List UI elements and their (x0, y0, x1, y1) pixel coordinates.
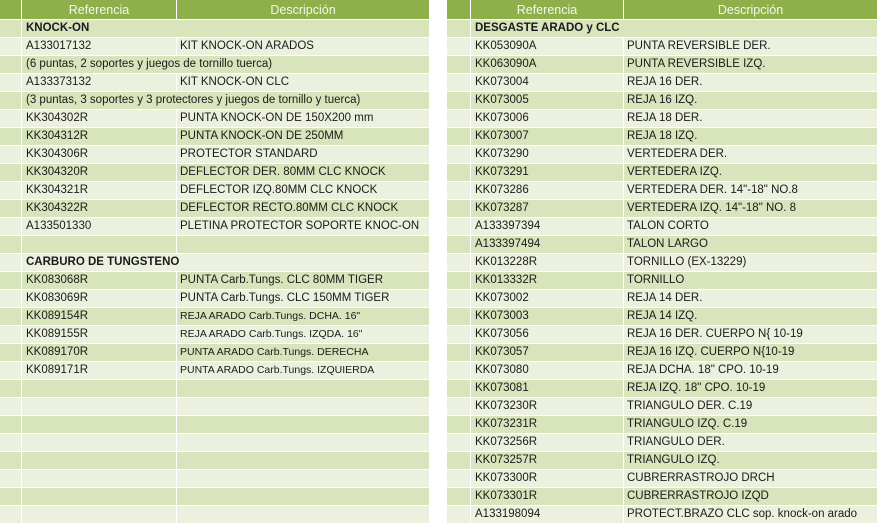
table-row (447, 200, 877, 218)
table-row (0, 56, 429, 74)
description-cell: DEFLECTOR RECTO.80MM CLC KNOCK (180, 202, 399, 214)
row-selector-cell (0, 128, 22, 145)
row-selector-cell (447, 20, 471, 37)
table-row (447, 128, 877, 146)
description-cell: REJA 16 DER. CUERPO N{ 10-19 (627, 328, 803, 340)
table-row (447, 218, 877, 236)
reference-cell: KK073007 (471, 128, 624, 145)
row-selector-cell (0, 380, 22, 397)
description-cell: REJA 16 DER. (627, 76, 703, 88)
table-row (447, 56, 877, 74)
description-cell: TRIANGULO DER. C.19 (627, 400, 753, 412)
reference-cell: KK304321R (22, 182, 177, 199)
row-selector-cell (447, 470, 471, 487)
table-body (447, 20, 877, 524)
reference-cell (22, 236, 177, 253)
reference-cell: KK053090A (471, 38, 624, 55)
row-selector-cell (0, 326, 22, 343)
row-selector-cell (447, 74, 471, 91)
table-row (0, 38, 429, 56)
reference-cell: KK089154R (22, 308, 177, 325)
description-cell: REJA 16 IZQ. (627, 94, 698, 106)
kit-note: (3 puntas, 3 soportes y 3 protectores y juegos de tornillo y tuerca) (26, 94, 361, 106)
description-cell: CUBRERRASTROJO IZQD (627, 490, 769, 502)
description-cell: KIT KNOCK-ON ARADOS (180, 40, 314, 52)
description-cell: REJA IZQ. 18" CPO. 10-19 (627, 382, 766, 394)
description-cell (177, 398, 429, 415)
table-row (447, 380, 877, 398)
table-row (0, 398, 429, 416)
description-cell: PROTECTOR STANDARD (180, 148, 318, 160)
reference-cell: KK083068R (22, 272, 177, 289)
row-selector-cell (447, 398, 471, 415)
row-selector-cell (447, 254, 471, 271)
row-selector-cell (447, 164, 471, 181)
table-row (447, 326, 877, 344)
table-row (0, 434, 429, 452)
description-cell: PUNTA ARADO Carb.Tungs. IZQUIERDA (180, 364, 375, 376)
section-header-row (447, 20, 877, 38)
header-referencia: Referencia (22, 0, 177, 19)
reference-cell: KK073290 (471, 146, 624, 163)
description-cell: REJA ARADO Carb.Tungs. IZQDA. 16" (180, 328, 363, 340)
reference-cell: KK073301R (471, 488, 624, 505)
row-selector-cell (447, 272, 471, 289)
reference-cell: KK304306R (22, 146, 177, 163)
description-cell: VERTEDERA IZQ. 14"-18" NO. 8 (627, 202, 797, 214)
reference-cell (22, 380, 177, 397)
table-row (0, 506, 429, 524)
reference-cell: KK304320R (22, 164, 177, 181)
row-selector-cell (0, 488, 22, 505)
reference-cell: KK073257R (471, 452, 624, 469)
row-selector-cell (0, 182, 22, 199)
row-selector-cell (447, 452, 471, 469)
row-selector-cell (447, 506, 471, 523)
header-descripcion: Descripción (717, 3, 784, 17)
reference-cell: KK073003 (471, 308, 624, 325)
row-selector-cell (0, 272, 22, 289)
table-row (0, 308, 429, 326)
table-row (0, 380, 429, 398)
reference-cell (22, 488, 177, 505)
description-cell: CUBRERRASTROJO DRCH (627, 472, 775, 484)
table-row (447, 110, 877, 128)
description-cell (624, 20, 877, 37)
table-row (0, 470, 429, 488)
description-cell: PROTECT.BRAZO CLC sop. knock-on arado (627, 508, 858, 520)
reference-cell: KK073080 (471, 362, 624, 379)
description-cell (177, 470, 429, 487)
description-cell: REJA DCHA. 18" CPO. 10-19 (627, 364, 779, 376)
row-selector-cell (447, 290, 471, 307)
description-cell: TORNILLO (EX-13229) (627, 256, 747, 268)
header-referencia: Referencia (471, 0, 624, 19)
row-selector-cell (0, 200, 22, 217)
reference-cell (22, 506, 177, 523)
description-cell (177, 92, 429, 109)
row-selector-cell (0, 506, 22, 523)
row-selector-cell (0, 452, 22, 469)
table-row (447, 416, 877, 434)
row-selector-cell (447, 308, 471, 325)
reference-cell: KK073256R (471, 434, 624, 451)
row-selector-cell (447, 236, 471, 253)
reference-cell: A133017132 (22, 38, 177, 55)
table-row (447, 290, 877, 308)
table-row (447, 272, 877, 290)
kit-note: (6 puntas, 2 soportes y juegos de tornillo tuerca) (26, 58, 273, 70)
row-header-cell (447, 0, 471, 19)
description-cell: REJA 14 IZQ. (627, 310, 698, 322)
row-selector-cell (447, 488, 471, 505)
table-row (0, 218, 429, 236)
row-selector-cell (0, 92, 22, 109)
description-cell (177, 236, 429, 253)
row-selector-cell (0, 308, 22, 325)
table-row (447, 452, 877, 470)
reference-cell: KK073300R (471, 470, 624, 487)
description-cell: REJA 16 IZQ. CUERPO N{10-19 (627, 346, 795, 358)
reference-cell: KK013228R (471, 254, 624, 271)
description-cell: REJA ARADO Carb.Tungs. DCHA. 16" (180, 310, 361, 322)
section-header-row (0, 254, 429, 272)
description-cell (177, 488, 429, 505)
table-row (447, 164, 877, 182)
row-selector-cell (0, 110, 22, 127)
reference-cell: KK304312R (22, 128, 177, 145)
description-cell (177, 416, 429, 433)
description-cell: PUNTA REVERSIBLE IZQ. (627, 58, 766, 70)
reference-cell (22, 416, 177, 433)
reference-cell: KK089171R (22, 362, 177, 379)
row-selector-cell (447, 38, 471, 55)
row-selector-cell (0, 164, 22, 181)
right-parts-table (447, 0, 877, 524)
row-selector-cell (0, 416, 22, 433)
table-body (0, 20, 429, 524)
table-header (0, 0, 429, 20)
table-row (447, 74, 877, 92)
table-row (0, 416, 429, 434)
reference-cell: KK089155R (22, 326, 177, 343)
table-row (447, 434, 877, 452)
reference-cell: KK073005 (471, 92, 624, 109)
description-cell (177, 452, 429, 469)
table-row (0, 290, 429, 308)
reference-cell: A133198094 (471, 506, 624, 523)
table-row (447, 398, 877, 416)
table-row (0, 362, 429, 380)
description-cell: TORNILLO (627, 274, 685, 286)
table-row (0, 182, 429, 200)
table-row (0, 146, 429, 164)
reference-cell: KK089170R (22, 344, 177, 361)
reference-cell: KK304302R (22, 110, 177, 127)
table-row (447, 146, 877, 164)
reference-cell (22, 434, 177, 451)
description-cell: PUNTA Carb.Tungs. CLC 80MM TIGER (180, 274, 384, 286)
description-cell: VERTEDERA DER. (627, 148, 728, 160)
table-row (447, 236, 877, 254)
table-header (447, 0, 877, 20)
section-header-row (0, 20, 429, 38)
table-row (447, 362, 877, 380)
reference-cell: KK083069R (22, 290, 177, 307)
row-selector-cell (447, 200, 471, 217)
row-selector-cell (0, 254, 22, 271)
description-cell: REJA 18 IZQ. (627, 130, 698, 142)
reference-cell: KK073006 (471, 110, 624, 127)
header-descripcion: Descripción (270, 3, 336, 17)
reference-cell: A133501330 (22, 218, 177, 235)
table-row (0, 92, 429, 110)
row-selector-cell (447, 344, 471, 361)
row-selector-cell (447, 92, 471, 109)
table-row (0, 272, 429, 290)
section-title: CARBURO DE TUNGSTENO (26, 256, 180, 268)
description-cell: VERTEDERA DER. 14"-18" NO.8 (627, 184, 798, 196)
row-selector-cell (0, 398, 22, 415)
table-row (447, 92, 877, 110)
table-row (0, 74, 429, 92)
table-row (447, 344, 877, 362)
description-cell: PLETINA PROTECTOR SOPORTE KNOC-ON (180, 220, 420, 232)
reference-cell: KK073056 (471, 326, 624, 343)
row-selector-cell (0, 20, 22, 37)
reference-cell: KK304322R (22, 200, 177, 217)
row-selector-cell (0, 470, 22, 487)
section-title: KNOCK-ON (26, 22, 90, 34)
row-selector-cell (447, 182, 471, 199)
table-row (447, 308, 877, 326)
table-row (0, 344, 429, 362)
row-selector-cell (447, 380, 471, 397)
reference-cell: A133373132 (22, 74, 177, 91)
row-selector-cell (0, 344, 22, 361)
reference-cell: KK073287 (471, 200, 624, 217)
table-row (447, 506, 877, 524)
row-selector-cell (447, 434, 471, 451)
table-row (447, 488, 877, 506)
description-cell: TALON CORTO (627, 220, 709, 232)
reference-cell: KK063090A (471, 56, 624, 73)
left-parts-table (0, 0, 429, 524)
table-row (447, 470, 877, 488)
reference-cell (22, 398, 177, 415)
reference-cell: KK073291 (471, 164, 624, 181)
row-selector-cell (0, 38, 22, 55)
description-cell: REJA 18 DER. (627, 112, 703, 124)
reference-cell: KK073002 (471, 290, 624, 307)
description-cell (177, 506, 429, 523)
table-row (0, 128, 429, 146)
row-selector-cell (0, 434, 22, 451)
description-cell: TRIANGULO DER. (627, 436, 725, 448)
reference-cell: A133397494 (471, 236, 624, 253)
reference-cell: KK073057 (471, 344, 624, 361)
row-selector-cell (0, 362, 22, 379)
description-cell: PUNTA KNOCK-ON DE 150X200 mm (180, 112, 374, 124)
row-selector-cell (447, 128, 471, 145)
row-selector-cell (0, 290, 22, 307)
table-row (447, 38, 877, 56)
description-cell: TRIANGULO IZQ. (627, 454, 720, 466)
section-title: DESGASTE ARADO y CLC (475, 22, 620, 34)
reference-cell: A133397394 (471, 218, 624, 235)
row-selector-cell (447, 110, 471, 127)
description-cell: TALON LARGO (627, 238, 708, 250)
table-row (447, 254, 877, 272)
table-row (0, 452, 429, 470)
description-cell: KIT KNOCK-ON CLC (180, 76, 290, 88)
row-selector-cell (0, 236, 22, 253)
reference-cell: KK073231R (471, 416, 624, 433)
row-selector-cell (447, 362, 471, 379)
description-cell: VERTEDERA IZQ. (627, 166, 723, 178)
row-selector-cell (0, 74, 22, 91)
description-cell: REJA 14 DER. (627, 292, 703, 304)
description-cell (177, 380, 429, 397)
row-selector-cell (0, 146, 22, 163)
row-selector-cell (0, 56, 22, 73)
reference-cell: KK073230R (471, 398, 624, 415)
reference-cell: KK073004 (471, 74, 624, 91)
table-row (447, 182, 877, 200)
description-cell: DEFLECTOR DER. 80MM CLC KNOCK (180, 166, 386, 178)
row-selector-cell (447, 218, 471, 235)
description-cell: PUNTA REVERSIBLE DER. (627, 40, 771, 52)
description-cell (177, 20, 429, 37)
row-selector-cell (447, 56, 471, 73)
table-row (0, 488, 429, 506)
table-row (0, 110, 429, 128)
table-row (0, 236, 429, 254)
reference-cell: KK013332R (471, 272, 624, 289)
table-row (0, 164, 429, 182)
description-cell: PUNTA ARADO Carb.Tungs. DERECHA (180, 346, 369, 358)
row-selector-cell (447, 146, 471, 163)
table-row (0, 326, 429, 344)
description-cell: PUNTA KNOCK-ON DE 250MM (180, 130, 344, 142)
description-cell: PUNTA Carb.Tungs. CLC 150MM TIGER (180, 292, 390, 304)
reference-cell (22, 452, 177, 469)
row-selector-cell (447, 416, 471, 433)
description-cell: DEFLECTOR IZQ.80MM CLC KNOCK (180, 184, 378, 196)
row-selector-cell (0, 218, 22, 235)
reference-cell (22, 470, 177, 487)
description-cell (177, 434, 429, 451)
description-cell (177, 254, 429, 271)
description-cell: TRIANGULO IZQ. C.19 (627, 418, 748, 430)
reference-cell: KK073081 (471, 380, 624, 397)
description-cell (177, 56, 429, 73)
reference-cell: KK073286 (471, 182, 624, 199)
row-selector-cell (447, 326, 471, 343)
table-row (0, 200, 429, 218)
row-header-cell (0, 0, 22, 19)
